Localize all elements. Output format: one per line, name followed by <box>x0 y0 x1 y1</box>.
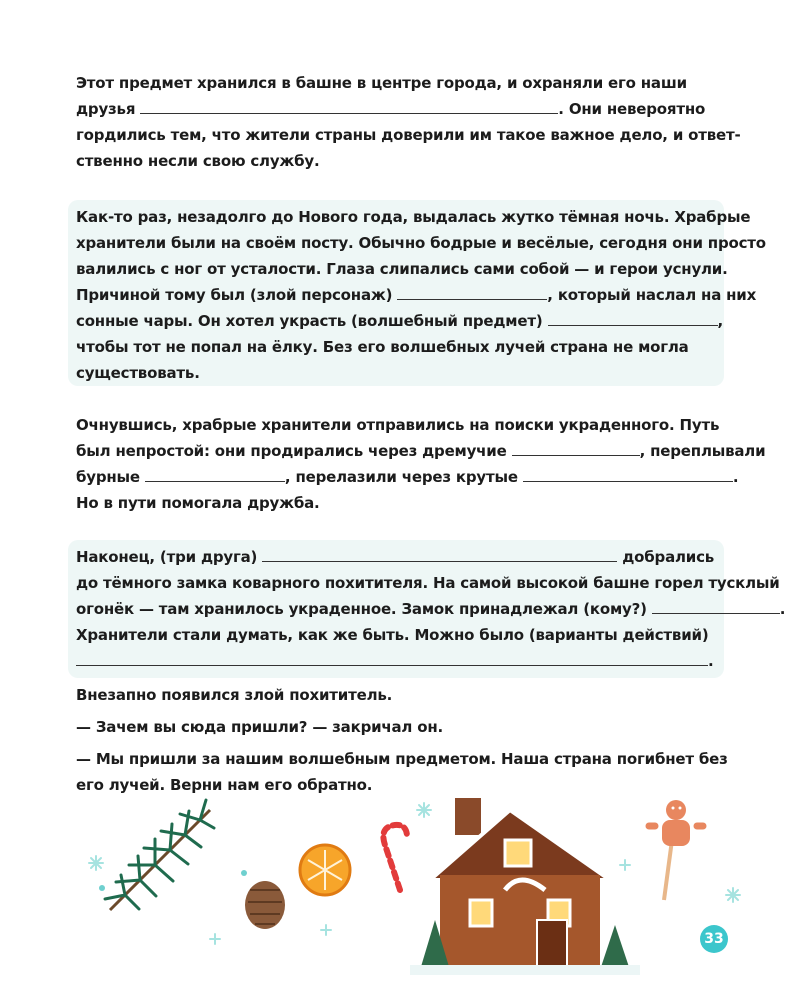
text-line: Хранители стали думать, как же быть. Можно было (варианты действий) <box>76 626 709 644</box>
blank-field[interactable] <box>397 284 547 300</box>
text-line: гордились тем, что жители страны доверили им такое важное дело, и ответ- <box>76 126 741 144</box>
text-line: Этот предмет хранился в башне в центре города, и охраняли его наши <box>76 74 687 92</box>
blank-field[interactable] <box>262 546 617 562</box>
text-line: друзья . Они невероятно <box>76 100 706 118</box>
paragraph-3 <box>76 412 766 516</box>
paragraph-1 <box>76 70 741 174</box>
text-line: Причиной тому был (злой персонаж) , который наслал на них <box>76 286 757 304</box>
pinecone-icon <box>245 881 285 929</box>
text-line: — Мы пришли за нашим волшебным предметом. Наша страна погибнет без <box>76 750 728 768</box>
blank-field[interactable] <box>523 466 733 482</box>
blank-field[interactable] <box>140 98 558 114</box>
text-line: огонёк — там хранилось украденное. Замок принадлежал (кому?) . <box>76 600 786 618</box>
text-line: Но в пути помогала дружба. <box>76 494 320 512</box>
text-line: был непростой: они продирались через дремучие , переплывали <box>76 442 766 460</box>
blank-field[interactable] <box>76 650 708 666</box>
candy-cane-icon <box>383 825 407 890</box>
orange-slice-icon <box>300 845 350 895</box>
text-line: существовать. <box>76 364 200 382</box>
blank-field[interactable] <box>145 466 285 482</box>
text-line: до тёмного замка коварного похитителя. На самой высокой башне горел тусклый <box>76 574 780 592</box>
text-line: Очнувшись, храбрые хранители отправились на поиски украденного. Путь <box>76 416 720 434</box>
text-line: бурные , перелазили через крутые . <box>76 468 739 486</box>
text-line: хранители были на своём посту. Обычно бодрые и весёлые, сегодня они просто <box>76 234 766 252</box>
text-line: чтобы тот не попал на ёлку. Без его волшебных лучей страна не могла <box>76 338 689 356</box>
text-line: его лучей. Верни нам его обратно. <box>76 776 373 794</box>
text-line: ственно несли свою службу. <box>76 152 320 170</box>
text-line: — Зачем вы сюда пришли? — закричал он. <box>76 718 444 736</box>
text-line: сонные чары. Он хотел украсть (волшебный предмет) , <box>76 312 724 330</box>
blank-field[interactable] <box>512 440 640 456</box>
blank-field[interactable] <box>548 310 718 326</box>
gingerbread-lollipop-icon <box>649 800 703 900</box>
text-line: Как-то раз, незадолго до Нового года, выдалась жутко тёмная ночь. Храбрые <box>76 208 751 226</box>
paragraph-4 <box>76 544 786 674</box>
gingerbread-house-icon <box>410 790 640 975</box>
text-line: Наконец, (три друга) добрались <box>76 548 715 566</box>
blank-field[interactable] <box>652 598 780 614</box>
paragraph-2 <box>76 204 766 386</box>
christmas-illustrations <box>0 790 800 1000</box>
paragraph-5 <box>76 682 728 798</box>
text-line: валились с ног от усталости. Глаза слипались сами собой — и герои уснули. <box>76 260 728 278</box>
page-number-badge: 33 <box>700 925 728 953</box>
fir-branch-icon <box>105 800 214 910</box>
text-line: Внезапно появился злой похититель. <box>76 686 393 704</box>
text-line: . <box>76 648 724 674</box>
